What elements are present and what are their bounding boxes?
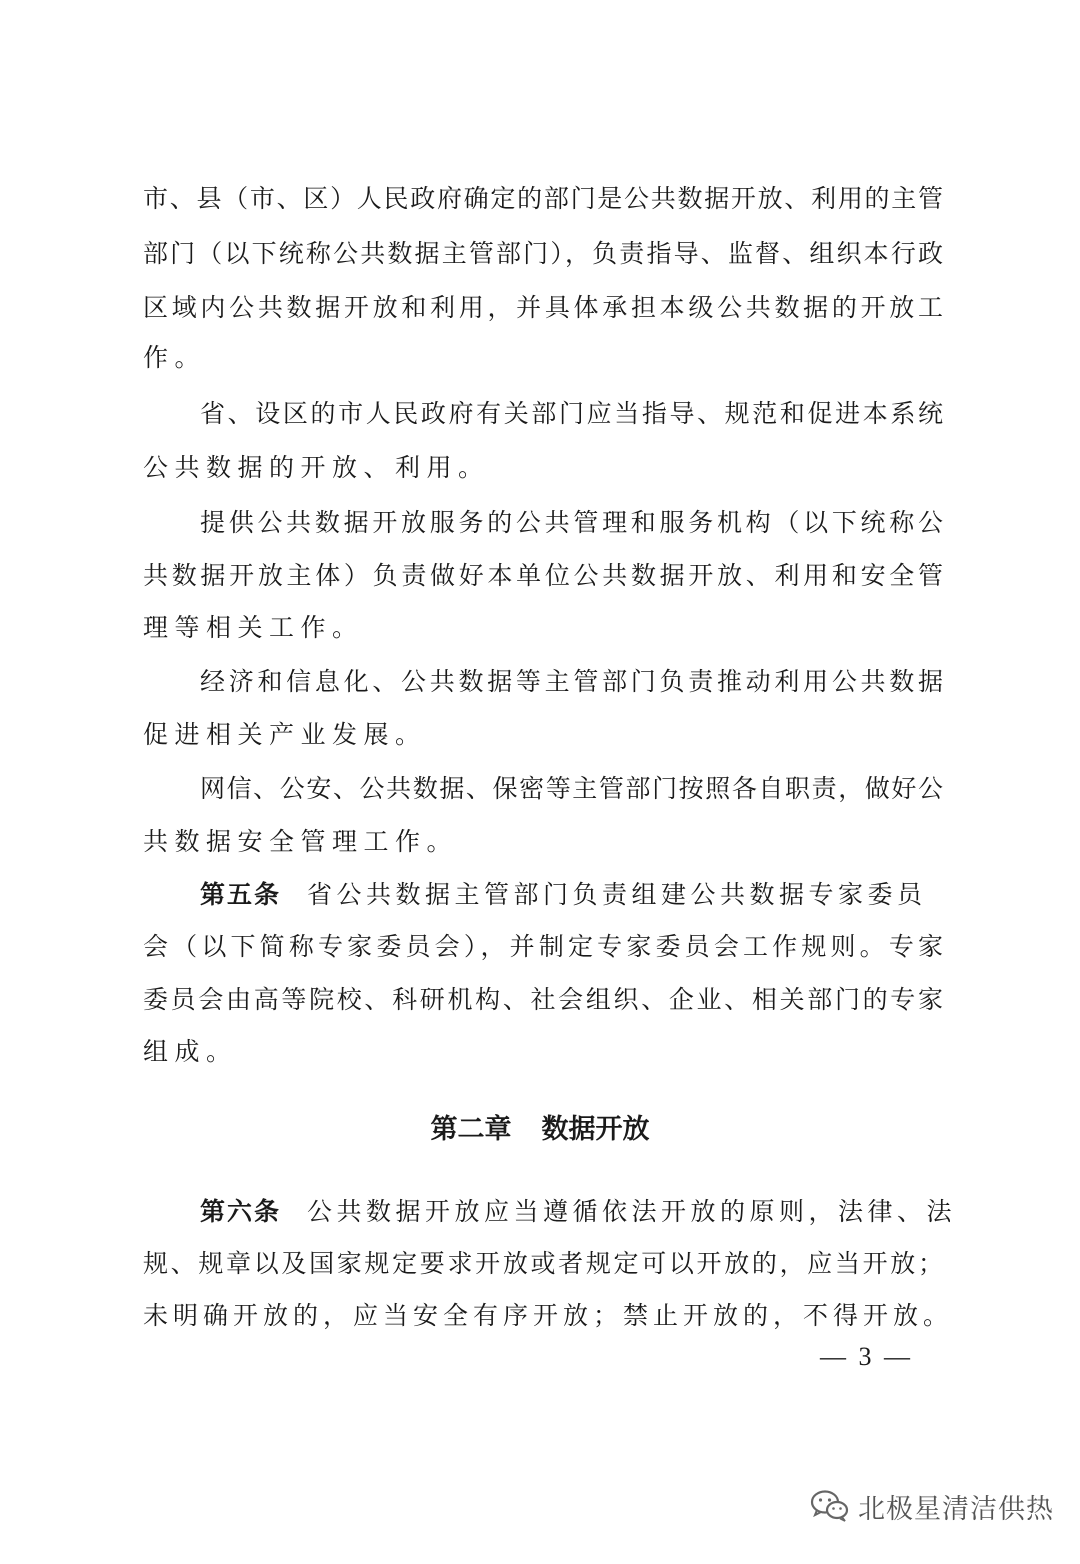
article-6-line-3: 未明确开放的，应当安全有序开放；禁止开放的，不得开放。 xyxy=(143,1301,954,1330)
article-6-label: 第六条 xyxy=(200,1197,282,1226)
article-5-label: 第五条 xyxy=(200,880,282,909)
paragraph-3-line-1: 提供公共数据开放服务的公共管理和服务机构（以下统称公 xyxy=(200,508,943,537)
watermark-text: 北极星清洁供热 xyxy=(858,1493,1054,1525)
article-5-line-4: 组成。 xyxy=(143,1037,238,1066)
article-6-line-2: 规、规章以及国家规定要求开放或者规定可以开放的，应当开放； xyxy=(143,1249,943,1278)
paragraph-1-line-4: 作。 xyxy=(143,343,207,372)
watermark xyxy=(810,1486,1054,1526)
article-6-first-line: 公共数据开放应当遵循依法开放的原则，法律、法 xyxy=(307,1197,957,1226)
paragraph-5-line-1: 网信、公安、公共数据、保密等主管部门按照各自职责，做好公 xyxy=(200,774,943,803)
paragraph-3-line-3: 理等相关工作。 xyxy=(143,613,364,642)
chapter-heading xyxy=(0,1112,1080,1148)
paragraph-1-line-3: 区域内公共数据开放和利用，并具体承担本级公共数据的开放工 xyxy=(143,293,943,322)
article-5-first-line: 省公共数据主管部门负责组建公共数据专家委员 xyxy=(307,880,927,909)
paragraph-4-line-2: 促进相关产业发展。 xyxy=(143,720,427,749)
page-number: — 3 — xyxy=(820,1342,913,1371)
paragraph-3-line-2: 共数据开放主体）负责做好本单位公共数据开放、利用和安全管 xyxy=(143,561,943,590)
chapter-number: 第二章 xyxy=(430,1114,512,1145)
paragraph-1-line-1: 市、县（市、区）人民政府确定的部门是公共数据开放、利用的主管 xyxy=(143,184,943,213)
paragraph-2-line-1: 省、设区的市人民政府有关部门应当指导、规范和促进本系统 xyxy=(200,399,943,428)
paragraph-1-line-2: 部门（以下统称公共数据主管部门），负责指导、监督、组织本行政 xyxy=(143,239,943,268)
chapter-title: 数据开放 xyxy=(541,1114,650,1145)
article-5-line-2: 会（以下简称专家委员会），并制定专家委员会工作规则。专家 xyxy=(143,932,943,961)
paragraph-5-line-2: 共数据安全管理工作。 xyxy=(143,827,459,856)
paragraph-4-line-1: 经济和信息化、公共数据等主管部门负责推动利用公共数据 xyxy=(200,667,943,696)
paragraph-2-line-2: 公共数据的开放、利用。 xyxy=(143,453,490,482)
article-5-line-3: 委员会由高等院校、科研机构、社会组织、企业、相关部门的专家 xyxy=(143,985,943,1014)
article-5-line-1 xyxy=(200,878,943,912)
article-6-line-1 xyxy=(200,1195,957,1229)
wechat-icon xyxy=(810,1489,850,1523)
